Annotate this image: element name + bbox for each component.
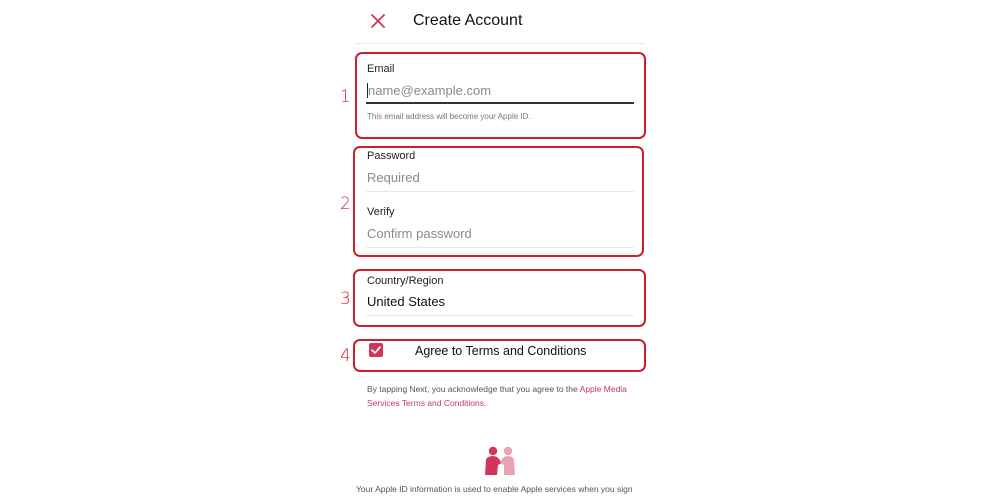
email-hint: This email address will become your Apple ID.: [367, 112, 531, 121]
password-label: Password: [367, 150, 416, 162]
verify-password-input[interactable]: [367, 225, 629, 242]
password-underline: [366, 191, 634, 192]
page-title: Create Account: [413, 12, 523, 29]
terms-checkbox-label[interactable]: Agree to Terms and Conditions: [415, 344, 587, 358]
annotation-number-3: 3: [340, 289, 351, 309]
verify-underline: [366, 247, 634, 248]
email-underline: [366, 102, 634, 104]
footer-text: Your Apple ID information is used to enable Apple services when you sign: [356, 484, 633, 494]
verify-label: Verify: [367, 206, 395, 218]
terms-link[interactable]: Apple Media Services Terms and Conditions: [367, 384, 627, 408]
header-divider: [355, 43, 645, 44]
annotation-number-1: 1: [340, 87, 351, 107]
country-label: Country/Region: [367, 275, 444, 287]
email-input[interactable]: [368, 82, 630, 99]
close-icon[interactable]: [370, 13, 386, 29]
terms-checkbox[interactable]: [369, 343, 383, 357]
annotation-number-4: 4: [340, 346, 351, 366]
annotation-number-2: 2: [340, 194, 351, 214]
checkmark-icon: [369, 343, 383, 357]
country-underline: [366, 315, 634, 316]
password-input[interactable]: [367, 169, 629, 186]
legal-text-suffix: .: [484, 398, 487, 408]
email-label: Email: [367, 63, 395, 75]
country-select[interactable]: United States: [367, 294, 446, 309]
legal-text-body: By tapping Next, you acknowledge that you agree to the: [367, 384, 580, 394]
people-icon: [482, 446, 518, 476]
legal-text: [367, 382, 642, 410]
